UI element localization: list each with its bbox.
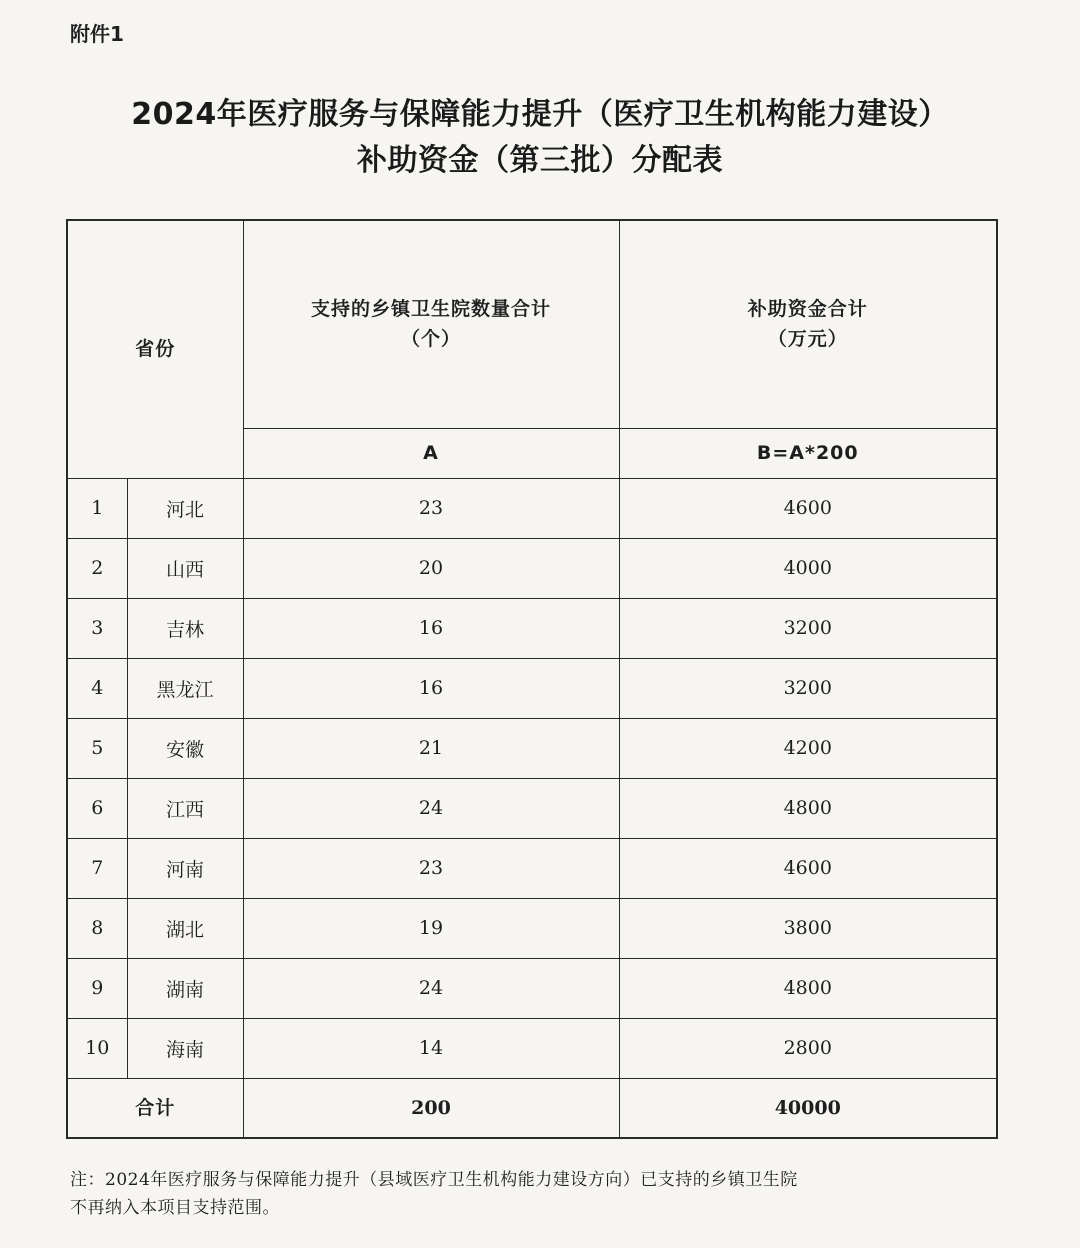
table-row (67, 1018, 997, 1078)
total-count: 200 (243, 1078, 619, 1138)
attachment-label: 附件1 (70, 22, 124, 46)
row-province: 湖北 (127, 898, 243, 958)
row-province: 吉林 (127, 598, 243, 658)
row-count: 23 (243, 838, 619, 898)
row-fund: 4800 (619, 778, 997, 838)
row-index: 10 (67, 1018, 127, 1078)
row-index: 2 (67, 538, 127, 598)
total-fund: 40000 (619, 1078, 997, 1138)
row-fund: 4600 (619, 478, 997, 538)
footnote-line-1: 注：2024年医疗服务与保障能力提升（县域医疗卫生机构能力建设方向）已支持的乡镇卫生院 (70, 1170, 798, 1190)
table-row (67, 778, 997, 838)
header-fund-unit: （万元） (767, 328, 848, 351)
row-index: 1 (67, 478, 127, 538)
row-fund: 4200 (619, 718, 997, 778)
row-index: 9 (67, 958, 127, 1018)
row-province: 安徽 (127, 718, 243, 778)
table-row (67, 838, 997, 898)
total-label: 合计 (67, 1078, 243, 1138)
row-count: 16 (243, 598, 619, 658)
row-index: 7 (67, 838, 127, 898)
row-province: 海南 (127, 1018, 243, 1078)
row-fund: 3200 (619, 658, 997, 718)
row-count: 23 (243, 478, 619, 538)
table-row (67, 598, 997, 658)
table-row (67, 718, 997, 778)
table-row (67, 898, 997, 958)
row-index: 8 (67, 898, 127, 958)
header-row (67, 220, 997, 428)
row-index: 3 (67, 598, 127, 658)
row-count: 19 (243, 898, 619, 958)
header-count-code: A (243, 428, 619, 478)
title-line-2: 补助资金（第三批）分配表 (357, 143, 723, 178)
table-row (67, 538, 997, 598)
footnote-line-2: 不再纳入本项目支持范围。 (70, 1198, 280, 1218)
row-fund: 3800 (619, 898, 997, 958)
header-count-title: 支持的乡镇卫生院数量合计 (311, 298, 552, 321)
row-province: 河北 (127, 478, 243, 538)
row-index: 5 (67, 718, 127, 778)
header-fund-title: 补助资金合计 (747, 298, 868, 321)
row-count: 21 (243, 718, 619, 778)
row-province: 湖南 (127, 958, 243, 1018)
row-count: 16 (243, 658, 619, 718)
allocation-table (66, 219, 998, 1139)
title-line-1: 2024年医疗服务与保障能力提升（医疗卫生机构能力建设） (131, 97, 949, 132)
row-fund: 4600 (619, 838, 997, 898)
row-fund: 2800 (619, 1018, 997, 1078)
row-province: 江西 (127, 778, 243, 838)
document-title (40, 92, 1040, 184)
row-fund: 4000 (619, 538, 997, 598)
row-province: 河南 (127, 838, 243, 898)
footnote (70, 1166, 1030, 1222)
row-province: 黑龙江 (127, 658, 243, 718)
header-fund-formula: B=A*200 (619, 428, 997, 478)
header-province: 省份 (67, 220, 243, 478)
row-fund: 3200 (619, 598, 997, 658)
row-count: 24 (243, 778, 619, 838)
total-row (67, 1078, 997, 1138)
row-index: 6 (67, 778, 127, 838)
row-province: 山西 (127, 538, 243, 598)
header-count-unit: （个） (401, 328, 462, 351)
row-fund: 4800 (619, 958, 997, 1018)
table-row (67, 478, 997, 538)
row-count: 20 (243, 538, 619, 598)
table-row (67, 658, 997, 718)
header-count (243, 220, 619, 428)
row-index: 4 (67, 658, 127, 718)
row-count: 14 (243, 1018, 619, 1078)
header-fund (619, 220, 997, 428)
table-row (67, 958, 997, 1018)
row-count: 24 (243, 958, 619, 1018)
